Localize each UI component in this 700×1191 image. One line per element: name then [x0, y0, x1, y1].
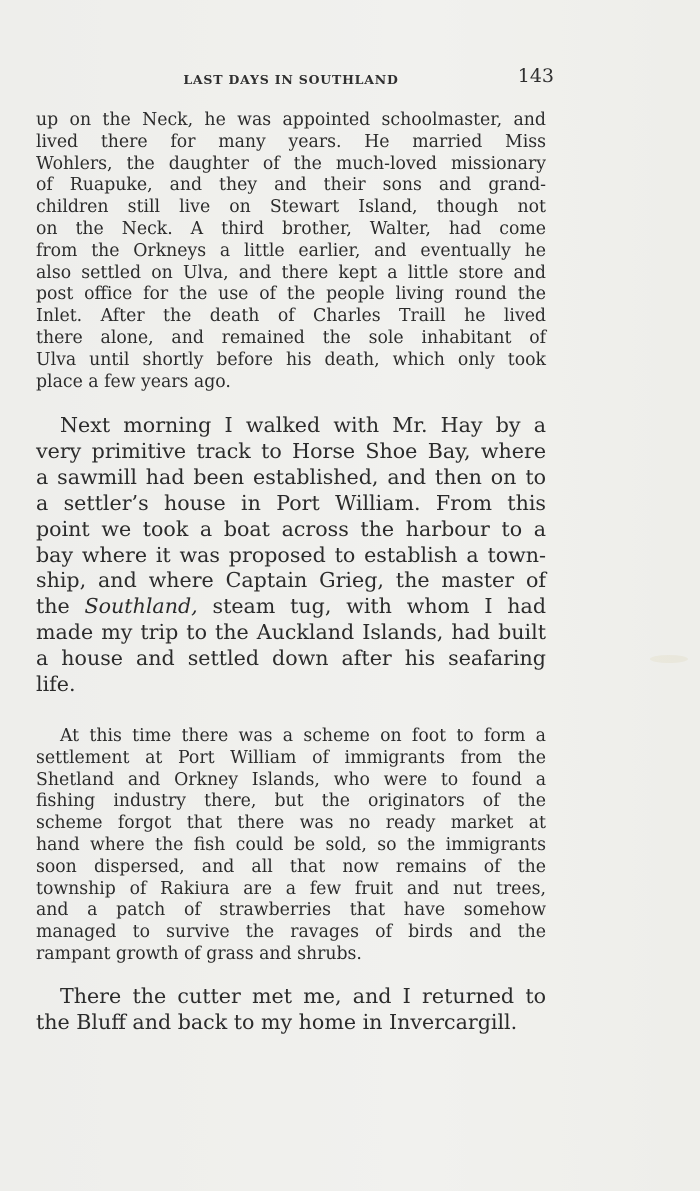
- text-line: At this time there was a scheme on foot to form a: [60, 726, 546, 746]
- text-line: Next morning I walked with Mr. Hay by a: [60, 413, 546, 437]
- text-line: ship, and where Captain Grieg, the master of: [36, 568, 546, 593]
- text-line-with-ship-name: [36, 594, 546, 620]
- text-line: a settler’s house in Port William. From this: [36, 490, 546, 515]
- text-line: a sawmill had been established, and then on to: [36, 464, 546, 489]
- paragraph-return: [36, 984, 546, 1036]
- page-number: 143: [517, 65, 554, 87]
- text-line: soon dispersed, and all that now remains of the: [36, 856, 546, 877]
- text-line: township of Rakiura are a few fruit and nut trees,: [36, 878, 546, 899]
- text-fragment: steam tug, with whom I had: [197, 594, 547, 619]
- text-line: bay where it was proposed to establish a town-: [36, 542, 546, 567]
- text-line: Wohlers, the daughter of the much-loved missionary: [36, 153, 546, 174]
- text-line: managed to survive the ravages of birds and the: [36, 922, 546, 943]
- text-line: There the cutter met me, and I returned to: [60, 984, 546, 1008]
- text-line: scheme forgot that there was no ready market at: [36, 813, 546, 834]
- text-line: hand where the fish could be sold, so the immigrants: [36, 834, 546, 855]
- text-line: children still live on Stewart Island, though not: [36, 197, 546, 218]
- paragraph-scheme: [36, 726, 546, 966]
- ship-name: Southland,: [84, 594, 198, 619]
- text-line: settlement at Port William of immigrants from the: [36, 747, 546, 768]
- text-line: a house and settled down after his seafaring: [36, 646, 546, 671]
- text-line: lived there for many years. He married Miss: [36, 131, 546, 152]
- text-line: made my trip to the Auckland Islands, had built: [36, 620, 546, 645]
- running-head: [36, 64, 554, 94]
- text-line: Ulva until shortly before his death, which only took: [36, 349, 546, 370]
- text-line: and a patch of strawberries that have somehow: [36, 900, 546, 921]
- text-line: Inlet. After the death of Charles Traill he lived: [36, 306, 546, 327]
- text-line: from the Orkneys a little earlier, and eventually he: [36, 240, 546, 261]
- paragraph-next-morning: [36, 413, 546, 698]
- text-line: point we took a boat across the harbour to a: [36, 516, 546, 541]
- text-line: up on the Neck, he was appointed schoolmaster, and: [36, 110, 546, 130]
- paragraph-continuation: [36, 110, 546, 393]
- text-line: the Bluff and back to my home in Invercargill.: [36, 1009, 518, 1034]
- text-line: fishing industry there, but the originators of the: [36, 791, 546, 812]
- text-line: place a few years ago.: [36, 371, 231, 392]
- text-line: Shetland and Orkney Islands, who were to found a: [36, 769, 546, 790]
- text-line: on the Neck. A third brother, Walter, had come: [36, 218, 546, 239]
- text-line: very primitive track to Horse Shoe Bay, where: [36, 438, 546, 463]
- text-line: life.: [36, 672, 76, 697]
- text-line: also settled on Ulva, and there kept a little store and: [36, 262, 546, 283]
- text-line: post office for the use of the people living round the: [36, 284, 546, 305]
- paper-blemish: [650, 655, 688, 663]
- text-line: there alone, and remained the sole inhabitant of: [36, 327, 546, 348]
- running-title: LAST DAYS IN SOUTHLAND: [183, 72, 399, 87]
- text-line: of Ruapuke, and they and their sons and grand-: [36, 175, 546, 196]
- text-line: rampant growth of grass and shrubs.: [36, 943, 362, 964]
- text-fragment: the: [36, 594, 85, 619]
